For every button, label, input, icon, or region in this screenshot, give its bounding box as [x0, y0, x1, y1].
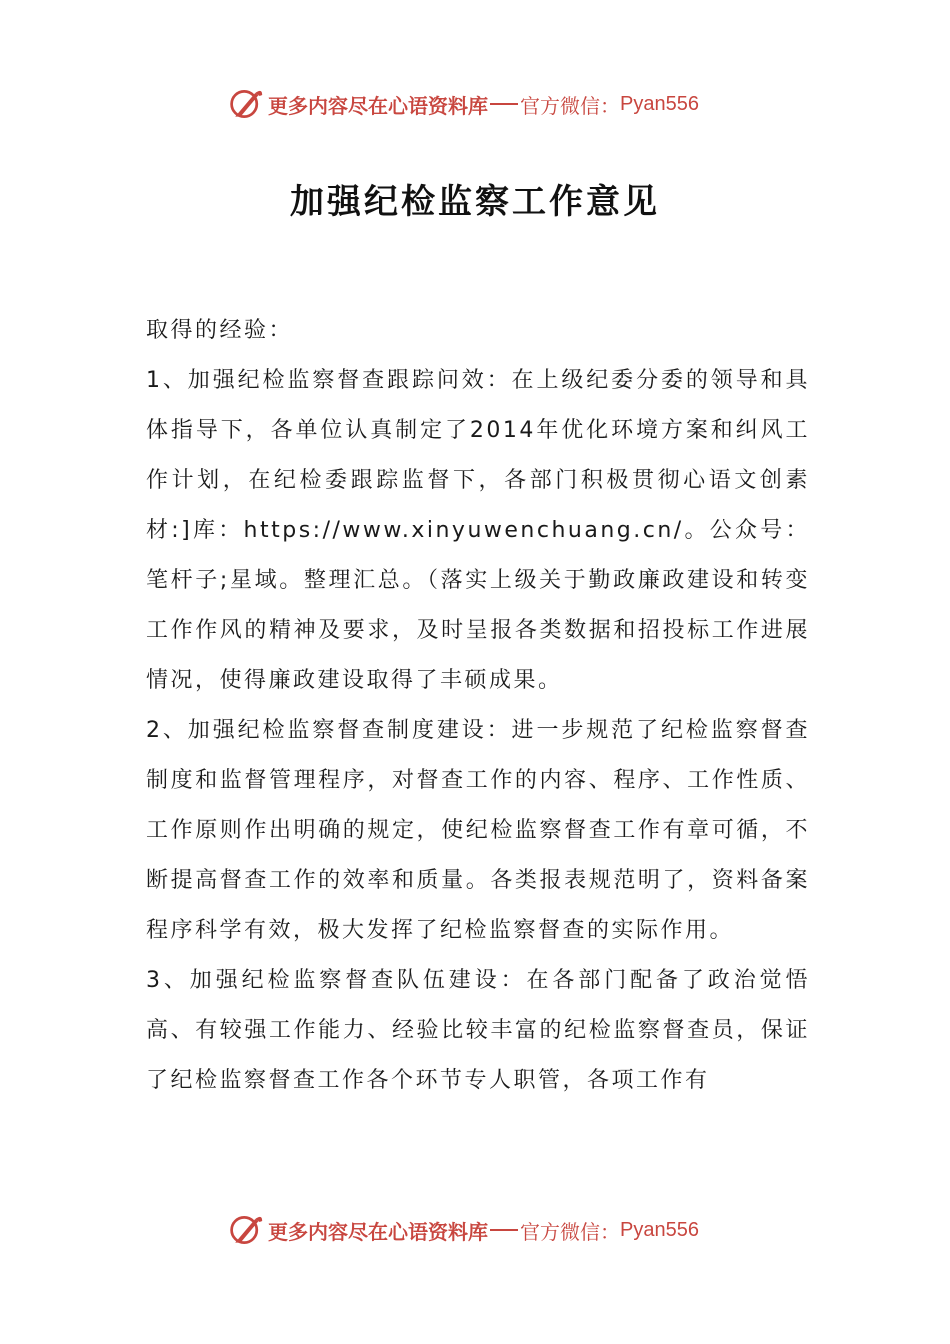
banner-dash — [490, 103, 518, 105]
document-body — [146, 306, 810, 1106]
paragraph-item-2: 2、加强纪检监察督查制度建设：进一步规范了纪检监察督查制度和监督管理程序，对督查工作的内容、程序、工作性质、工作原则作出明确的规定，使纪检监察督查工作有章可循，不断提高督查工作的效率和质量。各类报表规范明了，资料备案程序科学有效，极大发挥了纪检监察督查的实际作用。 — [146, 718, 810, 943]
banner-wechat-label: 官方微信： — [520, 93, 620, 118]
banner-wechat-id: Pyan556 — [620, 1218, 699, 1241]
footer-banner — [228, 1208, 699, 1252]
document-title: 加强纪检监察工作意见 — [290, 182, 660, 222]
banner-wechat-label: 官方微信： — [520, 1219, 620, 1244]
paragraph-item-1: 1、加强纪检监察督查跟踪问效：在上级纪委分委的领导和具体指导下，各单位认真制定了2014年优化环境方案和纠风工作计划，在纪检委跟踪监督下，各部门积极贯彻心语文创素材:]库：https://www.xinyuwenchuang.cn/。公众号：笔杆子;星域。整理汇总。（落实上级关于勤政廉政建设和转变工作作风的精神及要求，及时呈报各类数据和招投标工作进展情况，使得廉政建设取得了丰硕成果。 — [146, 368, 810, 693]
paragraph-item-3: 3、加强纪检监察督查队伍建设：在各部门配备了政治觉悟高、有较强工作能力、经验比较丰富的纪检监察督查员，保证了纪检监察督查工作各个环节专人职管，各项工作有 — [146, 968, 810, 1093]
paragraph-intro: 取得的经验： — [146, 318, 294, 343]
banner-dash — [490, 1229, 518, 1231]
quill-pen-logo-icon — [228, 1212, 264, 1248]
banner-wechat-id: Pyan556 — [620, 92, 699, 115]
quill-pen-logo-icon — [228, 86, 264, 122]
banner-main-text: 更多内容尽在心语资料库 — [268, 1219, 488, 1244]
header-banner — [228, 82, 699, 126]
banner-main-text: 更多内容尽在心语资料库 — [268, 93, 488, 118]
